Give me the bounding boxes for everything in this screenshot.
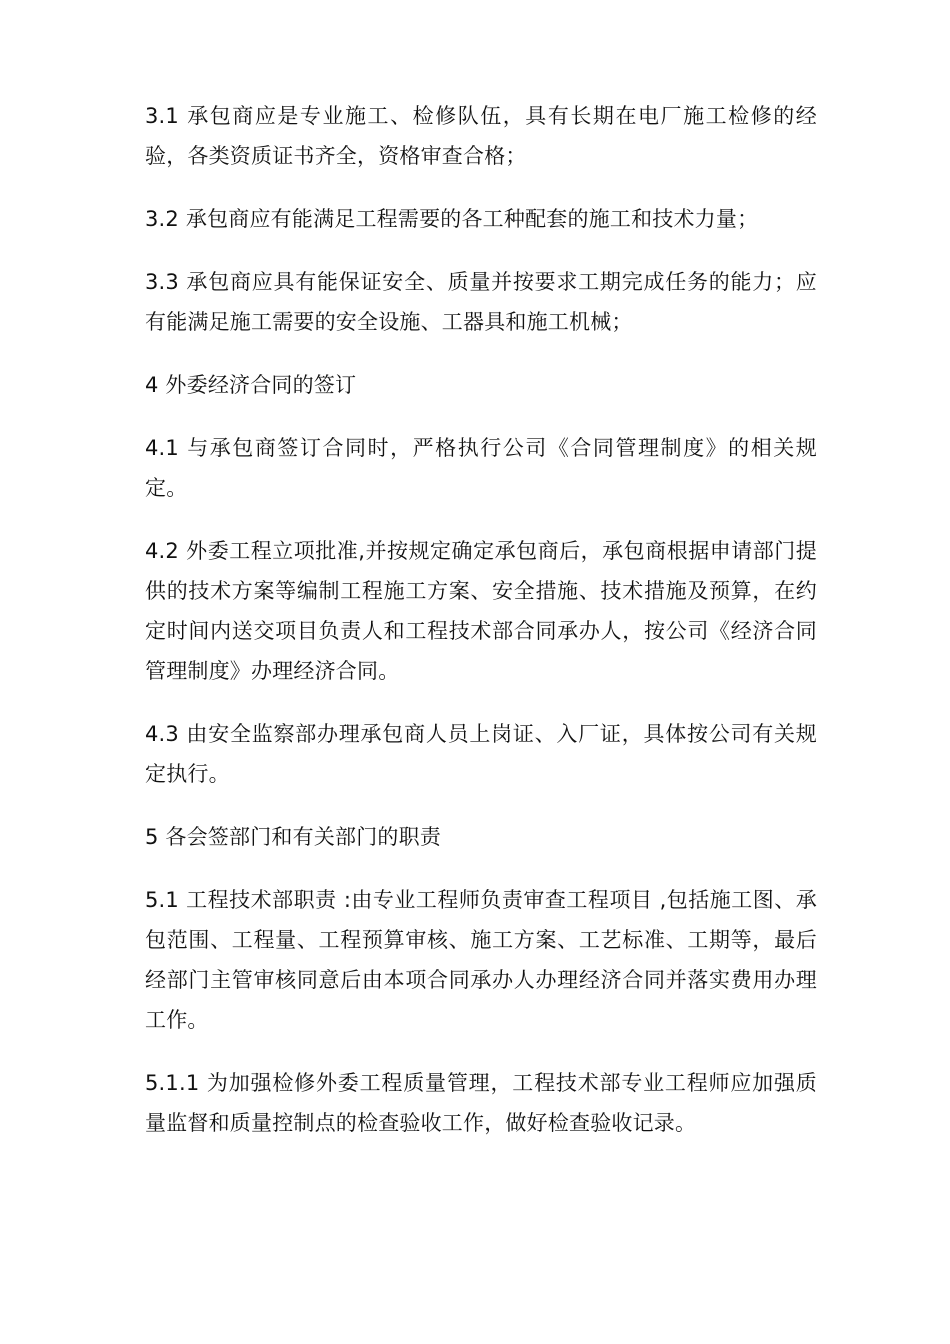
clause-4-2: 4.2 外委工程立项批准,并按规定确定承包商后，承包商根据申请部门提供的技术方案等编制工程施工方案、安全措施、技术措施及预算，在约定时间内送交项目负责人和工程技术部合同承办人，按公司《经济合同管理制度》办理经济合同。 (145, 539, 817, 683)
clause-3-2: 3.2 承包商应有能满足工程需要的各工种配套的施工和技术力量； (145, 207, 759, 231)
clause-5-1: 5.1 工程技术部职责 :由专业工程师负责审查工程项目 ,包括施工图、承包范围、工程量、工程预算审核、施工方案、工艺标准、工期等，最后经部门主管审核同意后由本项合同承办人办理经济合同并落实费用办理工作。 (145, 888, 817, 1032)
section-heading-4: 4 外委经济合同的签订 (145, 373, 357, 397)
clause-3-3: 3.3 承包商应具有能保证安全、质量并按要求工期完成任务的能力；应有能满足施工需要的安全设施、工器具和施工机械； (145, 270, 817, 334)
document-body (145, 96, 817, 1143)
clause-4-1: 4.1 与承包商签订合同时，严格执行公司《合同管理制度》的相关规定。 (145, 436, 817, 500)
clause-4-3: 4.3 由安全监察部办理承包商人员上岗证、入厂证，具体按公司有关规定执行。 (145, 722, 817, 786)
section-heading-5: 5 各会签部门和有关部门的职责 (145, 825, 442, 849)
clause-5-1-1: 5.1.1 为加强检修外委工程质量管理，工程技术部专业工程师应加强质量监督和质量控制点的检查验收工作，做好检查验收记录。 (145, 1071, 817, 1135)
clause-3-1: 3.1 承包商应是专业施工、检修队伍，具有长期在电厂施工检修的经验，各类资质证书齐全，资格审查合格； (145, 104, 817, 168)
